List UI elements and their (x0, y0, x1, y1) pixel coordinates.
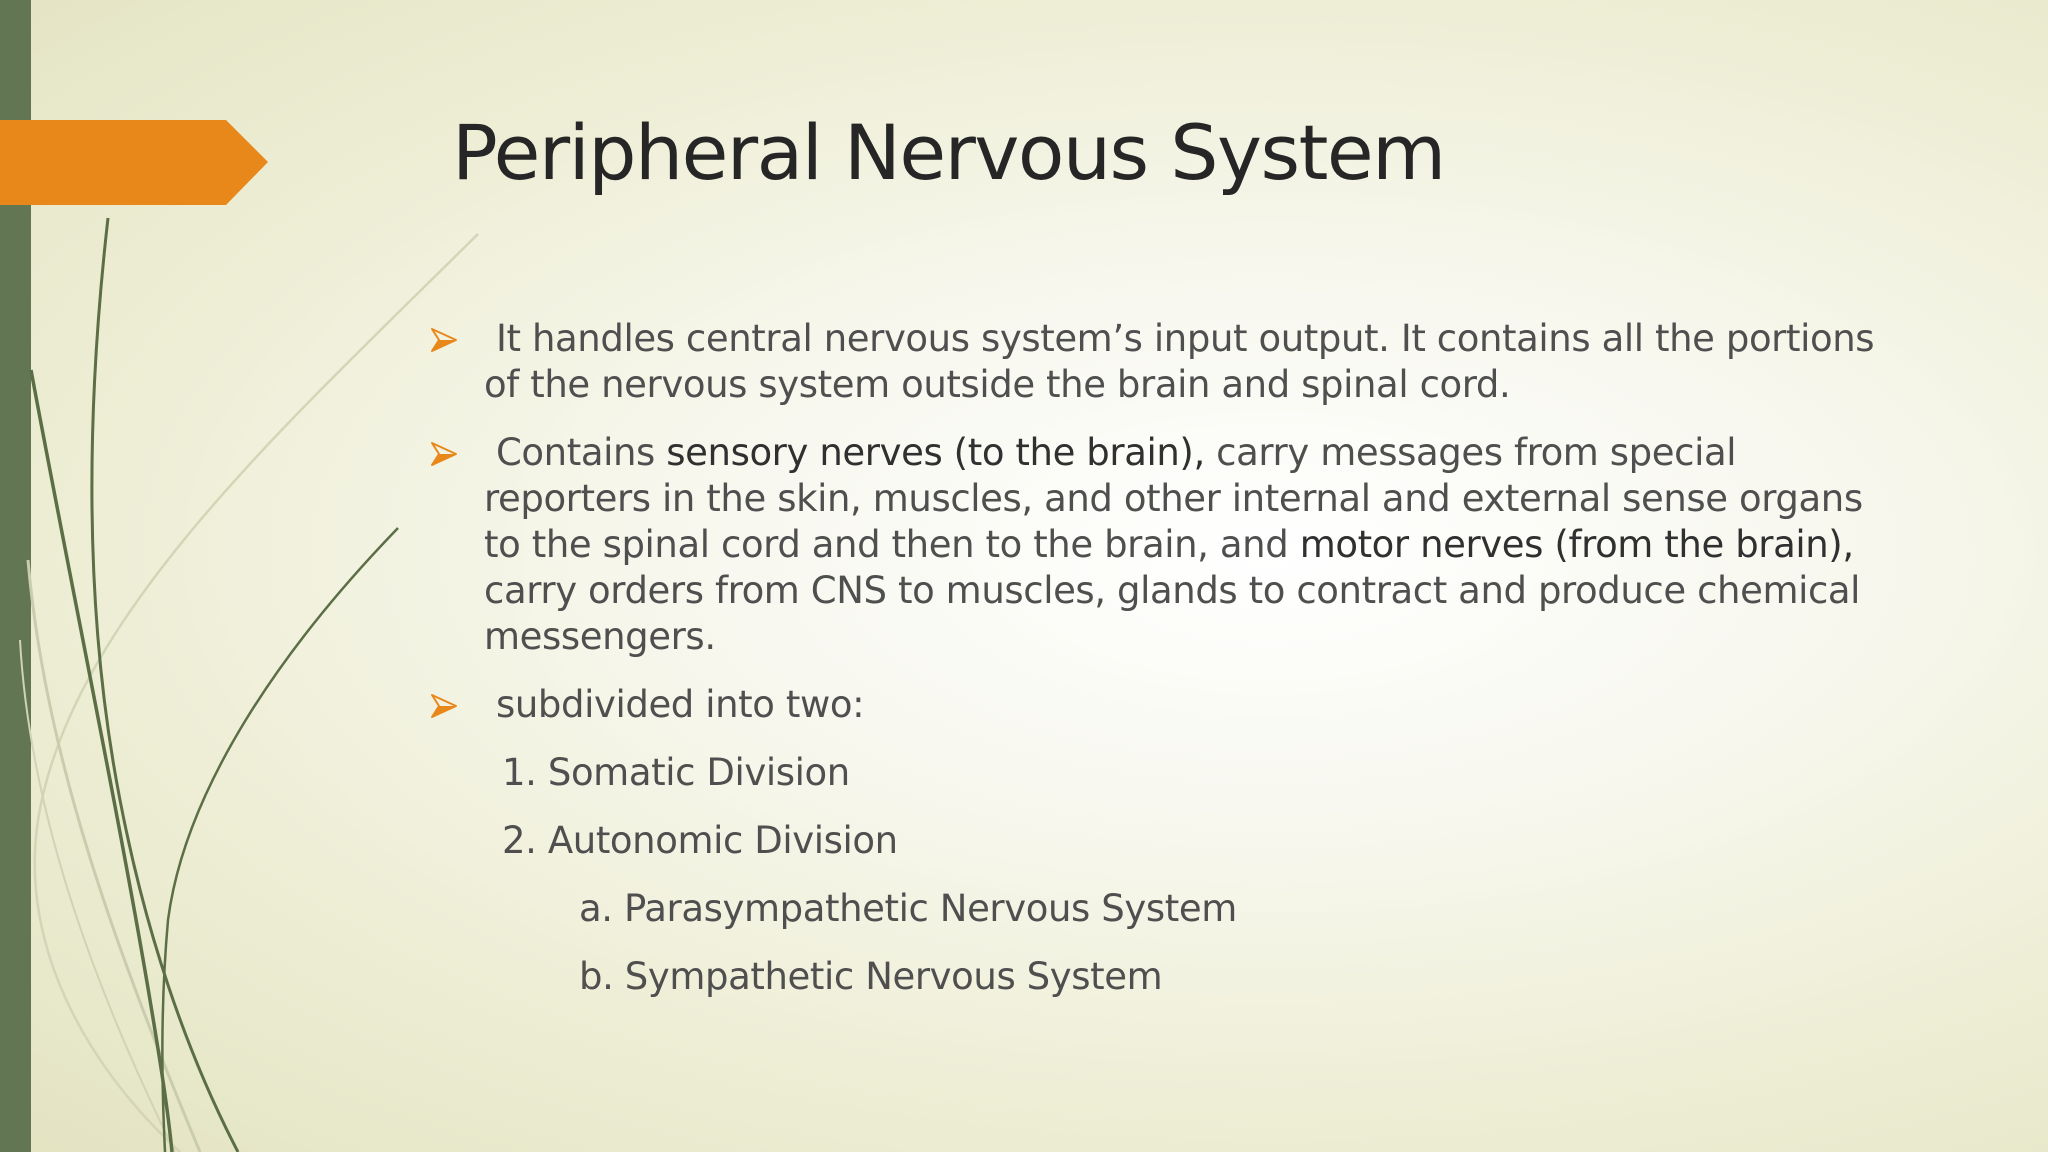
slide-content (420, 316, 1890, 1022)
bullet-item (420, 682, 1890, 728)
bullet-item (420, 316, 1890, 408)
stem-dark-3 (162, 528, 398, 1152)
sub-list-item: b. Sympathetic Nervous System (579, 955, 1163, 998)
body-text: carry messages from special reporters in the skin, muscles, and other internal and external sense organs to the spinal cord and then to the brain, and (484, 431, 1863, 566)
sub-list-item: 1. Somatic Division (502, 751, 850, 794)
arrow-bullet-icon (430, 441, 458, 467)
slide-title: Peripheral Nervous System (452, 108, 1445, 197)
title-tab-shape (0, 120, 270, 205)
stem-faint-1 (35, 234, 478, 1152)
stem-dark-1 (92, 218, 238, 1152)
bullet-list (420, 316, 1890, 728)
sub-list-item: 2. Autonomic Division (502, 819, 898, 862)
sub-item-list (420, 750, 1890, 1000)
emphasized-text: motor nerves (from the brain), (1299, 523, 1854, 566)
bullet-text (484, 431, 1863, 658)
emphasized-text: sensory nerves (to the brain), (666, 431, 1205, 474)
body-text: subdivided into two: (496, 683, 865, 726)
stem-faint-3 (20, 640, 175, 1152)
arrow-bullet-icon (430, 327, 458, 353)
sub-list-item: a. Parasympathetic Nervous System (579, 887, 1237, 930)
bullet-item (420, 430, 1890, 660)
body-text: Contains (496, 431, 667, 474)
body-text: carry orders from CNS to muscles, glands to contract and produce chemical messengers. (484, 569, 1861, 658)
body-text: It handles central nervous system’s input output. It contains all the portions of the nervous system outside the brain and spinal cord. (484, 317, 1875, 406)
stem-dark-2 (31, 370, 172, 1152)
arrow-bullet-icon (430, 693, 458, 719)
bullet-text (484, 317, 1874, 406)
stem-faint-2 (28, 560, 200, 1152)
bullet-text (484, 683, 864, 726)
